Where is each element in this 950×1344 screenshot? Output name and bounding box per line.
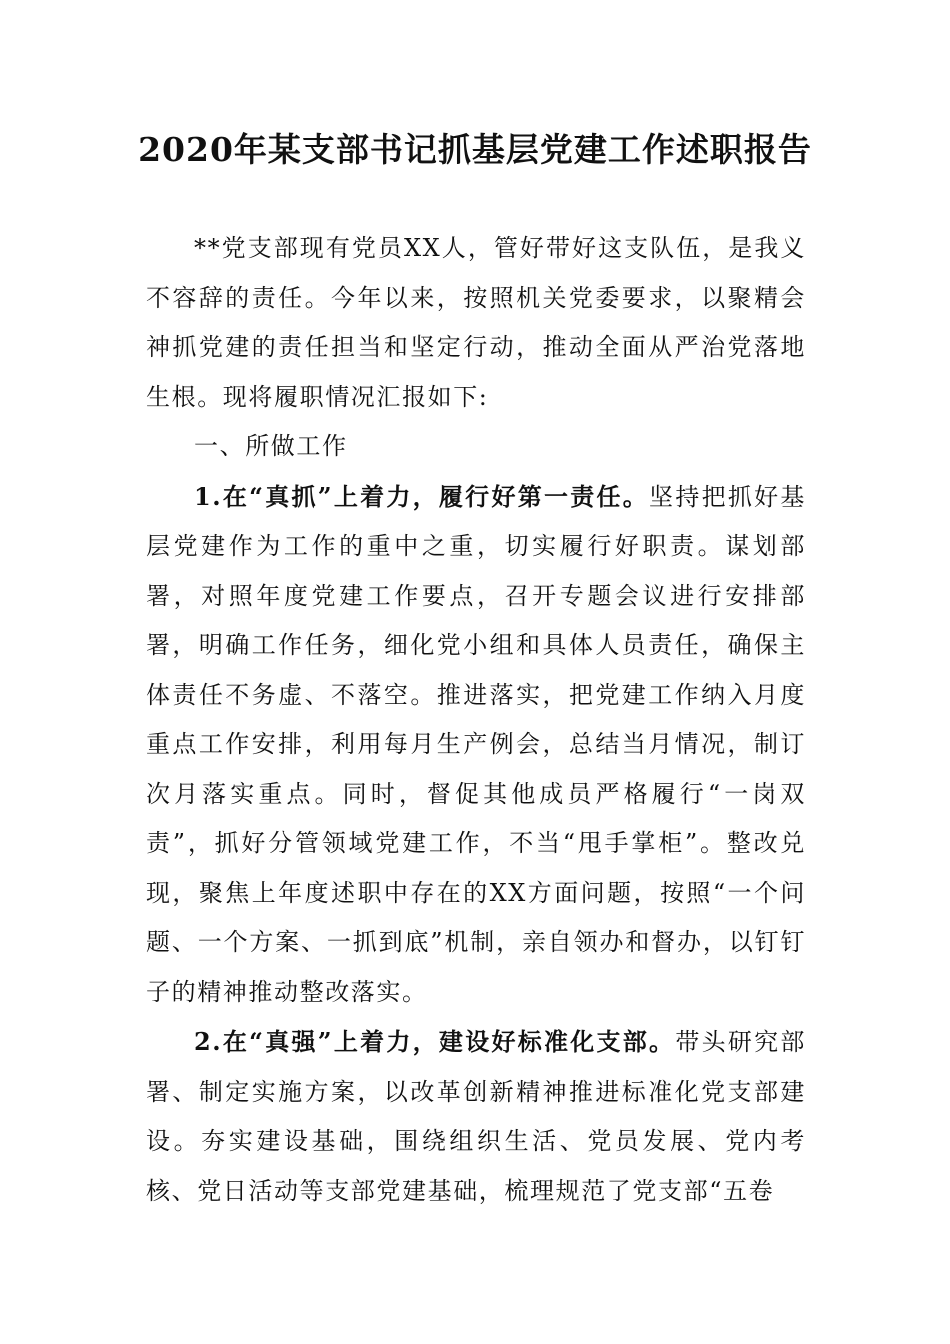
- item-1-paragraph: [146, 472, 806, 1018]
- item-2-body: 带头研究部署、制定实施方案，以改革创新精神推进标准化党支部建设。夯实建设基础，围绕组织生活、党员发展、党内考核、党日活动等支部党建基础，梳理规范了党支部“五卷: [146, 1028, 806, 1205]
- intro-paragraph: **党支部现有党员XX人，管好带好这支队伍，是我义不容辞的责任。今年以来，按照机关党委要求，以聚精会神抓党建的责任担当和坚定行动，推动全面从严治党落地生根。现将履职情况汇报如下:: [146, 234, 806, 411]
- document-body: [146, 224, 806, 1216]
- item-2-paragraph: [146, 1017, 806, 1216]
- section-heading: 一、所做工作: [194, 432, 348, 460]
- document-title: 2020年某支部书记抓基层党建工作述职报告: [138, 130, 812, 169]
- item-2-lead: 2.在“真强”上着力，建设好标准化支部。: [194, 1027, 676, 1056]
- item-1-body: 坚持把抓好基层党建作为工作的重中之重，切实履行好职责。谋划部署，对照年度党建工作要点，召开专题会议进行安排部署，明确工作任务，细化党小组和具体人员责任，确保主体责任不务虚、不落空。推进落实，把党建工作纳入月度重点工作安排，利用每月生产例会，总结当月情况，制订次月落实重点。同时，督促其他成员严格履行“一岗双责”，抓好分管领域党建工作，不当“甩手掌柜”。整改兑现，聚焦上年度述职中存在的XX方面问题，按照“一个问题、一个方案、一抓到底”机制，亲自领办和督办，以钉钉子的精神推动整改落实。: [146, 482, 806, 1006]
- item-1-lead: 1.在“真抓”上着力，履行好第一责任。: [194, 481, 650, 511]
